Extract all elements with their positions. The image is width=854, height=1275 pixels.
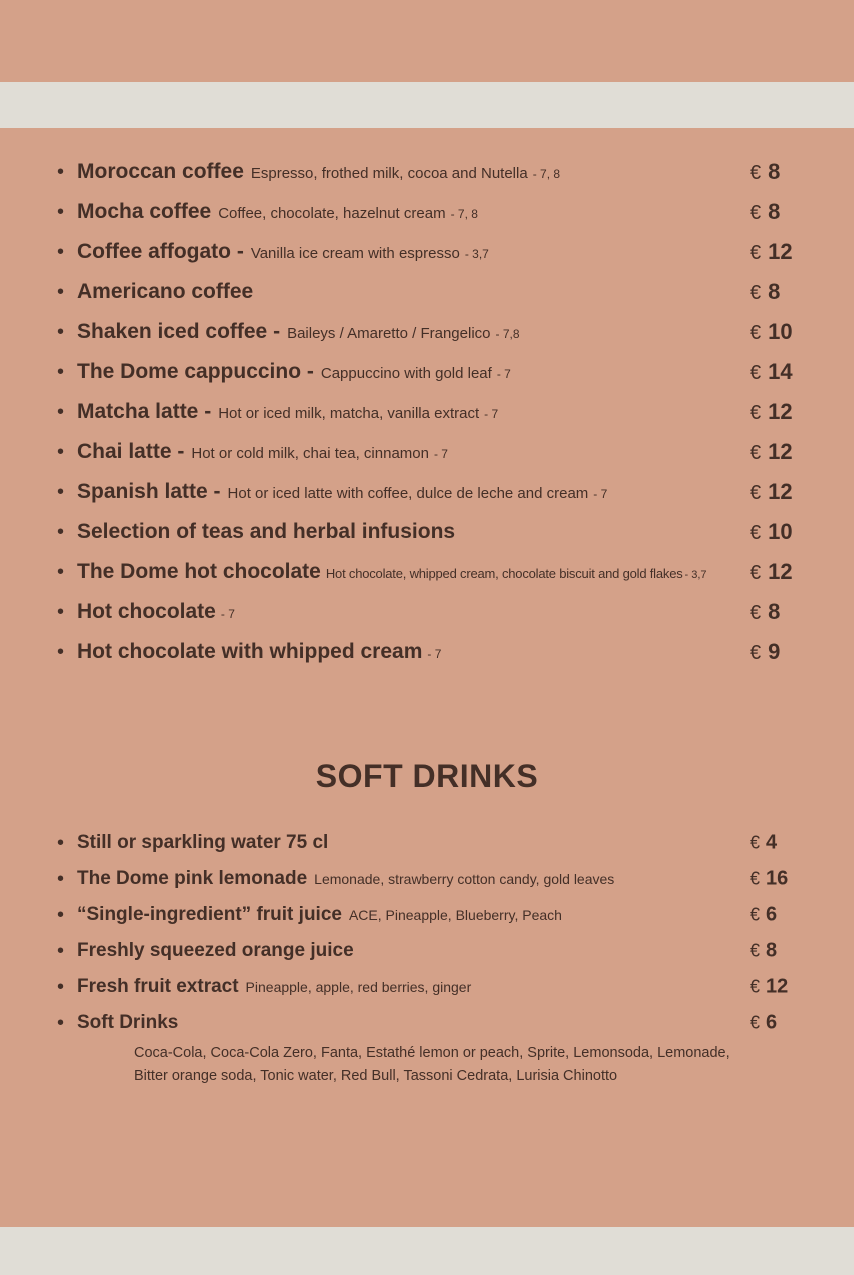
bullet-icon: • xyxy=(57,1012,65,1034)
bullet-icon: • xyxy=(57,868,65,890)
item-price xyxy=(750,519,793,545)
euro-sign: € xyxy=(750,904,761,925)
euro-sign: € xyxy=(750,162,762,184)
price-value: 8 xyxy=(768,599,781,624)
item-detail: Lemonade, strawberry cotton candy, gold leaves xyxy=(314,871,615,887)
item-price xyxy=(750,904,777,927)
euro-sign: € xyxy=(750,562,762,584)
bullet-icon: • xyxy=(57,401,65,423)
euro-sign: € xyxy=(750,976,761,997)
item-price xyxy=(750,559,793,585)
menu-item xyxy=(57,192,854,232)
euro-sign: € xyxy=(750,282,762,304)
euro-sign: € xyxy=(750,322,762,344)
bullet-icon: • xyxy=(57,161,65,183)
item-price xyxy=(750,940,777,963)
item-detail: ACE, Pineapple, Blueberry, Peach xyxy=(348,907,562,923)
item-allergens: - 7, 8 xyxy=(532,167,561,181)
item-price xyxy=(750,832,777,855)
item-name: Coffee affogato - xyxy=(77,240,244,263)
item-text xyxy=(77,560,707,584)
item-name: Chai latte - xyxy=(77,440,185,463)
item-name: Fresh fruit extract xyxy=(77,976,239,997)
euro-sign: € xyxy=(750,402,762,424)
price-value: 12 xyxy=(768,399,793,424)
item-name: The Dome cappuccino - xyxy=(77,360,314,383)
bullet-icon: • xyxy=(57,361,65,383)
item-name: Hot chocolate xyxy=(77,600,216,623)
item-name: Mocha coffee xyxy=(77,200,212,223)
item-allergens: - 7,8 xyxy=(495,327,520,341)
item-name: Spanish latte - xyxy=(77,480,221,503)
item-detail: Hot or iced latte with coffee, dulce de leche and cream xyxy=(227,485,589,502)
item-text xyxy=(77,200,478,224)
section-soft-drinks xyxy=(0,757,854,1088)
section-coffee-hot-drinks xyxy=(0,82,854,672)
euro-sign: € xyxy=(750,832,761,853)
euro-sign: € xyxy=(750,362,762,384)
item-detail: Baileys / Amaretto / Frangelico xyxy=(287,325,491,342)
bullet-icon: • xyxy=(57,976,65,998)
item-price xyxy=(750,239,793,265)
price-value: 8 xyxy=(766,939,778,962)
item-text xyxy=(77,440,448,464)
item-price xyxy=(750,359,793,385)
item-name: Selection of teas and herbal infusions xyxy=(77,520,456,543)
item-text xyxy=(77,600,235,624)
price-value: 12 xyxy=(768,439,793,464)
item-text xyxy=(77,1012,178,1034)
item-text xyxy=(77,868,614,890)
euro-sign: € xyxy=(750,602,762,624)
subline: Coca-Cola, Coca-Cola Zero, Fanta, Estathé lemon or peach, Sprite, Lemonsoda, Lemonade, xyxy=(134,1045,730,1061)
price-value: 10 xyxy=(768,319,793,344)
menu-item xyxy=(57,392,854,432)
item-text xyxy=(77,832,328,854)
item-detail: Pineapple, apple, red berries, ginger xyxy=(245,979,472,995)
bullet-icon: • xyxy=(57,441,65,463)
item-price xyxy=(750,159,780,185)
bullet-icon: • xyxy=(57,940,65,962)
item-name: Freshly squeezed orange juice xyxy=(77,940,354,961)
item-name: Moroccan coffee xyxy=(77,160,244,183)
item-text xyxy=(77,520,455,544)
item-price xyxy=(750,479,793,505)
price-value: 12 xyxy=(768,479,793,504)
menu-item xyxy=(57,592,854,632)
item-allergens: - 7 xyxy=(496,367,511,381)
bullet-icon: • xyxy=(57,832,65,854)
item-text xyxy=(77,976,471,998)
menu-item xyxy=(57,632,854,672)
item-allergens: - 3,7 xyxy=(464,247,489,261)
item-name: Soft Drinks xyxy=(77,1012,179,1033)
menu-page xyxy=(0,82,854,1275)
item-allergens: - 7 xyxy=(433,447,448,461)
item-allergens: - 7 xyxy=(593,487,608,501)
menu-item-list xyxy=(0,825,854,1088)
item-text xyxy=(77,640,441,664)
subline: Bitter orange soda, Tonic water, Red Bull, Tassoni Cedrata, Lurisia Chinotto xyxy=(134,1068,618,1084)
price-value: 4 xyxy=(766,831,778,854)
menu-item xyxy=(57,312,854,352)
item-name: Still or sparkling water 75 cl xyxy=(77,832,329,853)
item-text xyxy=(77,904,562,926)
item-detail: Vanilla ice cream with espresso xyxy=(250,245,460,262)
price-value: 12 xyxy=(768,559,793,584)
menu-item xyxy=(57,1005,854,1041)
price-value: 9 xyxy=(768,639,781,664)
euro-sign: € xyxy=(750,868,761,889)
menu-item xyxy=(57,272,854,312)
price-value: 10 xyxy=(768,519,793,544)
item-text xyxy=(77,360,511,384)
item-price xyxy=(750,976,788,999)
item-allergens: - 7 xyxy=(427,647,442,661)
euro-sign: € xyxy=(750,242,762,264)
euro-sign: € xyxy=(750,522,762,544)
price-value: 8 xyxy=(768,279,781,304)
item-text xyxy=(77,280,253,304)
menu-item xyxy=(57,232,854,272)
bullet-icon: • xyxy=(57,521,65,543)
euro-sign: € xyxy=(750,642,762,664)
bullet-icon: • xyxy=(57,281,65,303)
bullet-icon: • xyxy=(57,601,65,623)
item-detail: Hot chocolate, whipped cream, chocolate biscuit and gold flakes xyxy=(325,566,683,581)
euro-sign: € xyxy=(750,482,762,504)
price-value: 8 xyxy=(768,159,781,184)
item-detail: Espresso, frothed milk, cocoa and Nutella xyxy=(250,165,528,182)
menu-item xyxy=(57,512,854,552)
top-band xyxy=(0,82,854,128)
item-name: Matcha latte - xyxy=(77,400,212,423)
price-value: 6 xyxy=(766,1011,778,1034)
euro-sign: € xyxy=(750,940,761,961)
menu-item xyxy=(57,552,854,592)
item-price xyxy=(750,868,788,891)
bottom-band xyxy=(0,1227,854,1275)
item-price xyxy=(750,319,793,345)
item-detail: Coffee, chocolate, hazelnut cream xyxy=(218,205,446,222)
item-price xyxy=(750,439,793,465)
euro-sign: € xyxy=(750,1012,761,1033)
item-price xyxy=(750,199,780,225)
menu-item xyxy=(57,897,854,933)
item-text xyxy=(77,160,560,184)
item-text xyxy=(77,240,489,264)
price-value: 12 xyxy=(766,975,789,998)
euro-sign: € xyxy=(750,202,762,224)
item-name: Hot chocolate with whipped cream xyxy=(77,640,423,663)
menu-item xyxy=(57,152,854,192)
menu-item xyxy=(57,352,854,392)
item-allergens: - 7 xyxy=(220,607,235,621)
item-text xyxy=(77,940,354,962)
item-price xyxy=(750,599,780,625)
menu-item xyxy=(57,472,854,512)
bullet-icon: • xyxy=(57,321,65,343)
item-allergens: - 7 xyxy=(484,407,499,421)
bullet-icon: • xyxy=(57,904,65,926)
item-name: “Single-ingredient” fruit juice xyxy=(77,904,342,925)
menu-item xyxy=(57,969,854,1005)
menu-item xyxy=(57,825,854,861)
item-price xyxy=(750,279,780,305)
euro-sign: € xyxy=(750,442,762,464)
item-text xyxy=(77,320,520,344)
item-price xyxy=(750,639,780,665)
menu-item-list xyxy=(0,152,854,672)
item-price xyxy=(750,399,793,425)
price-value: 16 xyxy=(766,867,789,890)
price-value: 12 xyxy=(768,239,793,264)
item-allergens: - 7, 8 xyxy=(450,207,478,221)
item-detail: Cappuccino with gold leaf xyxy=(320,365,492,382)
bullet-icon: • xyxy=(57,241,65,263)
item-name: Americano coffee xyxy=(77,280,254,303)
item-text xyxy=(77,480,607,504)
item-detail: Hot or cold milk, chai tea, cinnamon xyxy=(191,445,429,462)
menu-item xyxy=(57,432,854,472)
price-value: 6 xyxy=(766,903,778,926)
bullet-icon: • xyxy=(57,481,65,503)
menu-item xyxy=(57,933,854,969)
bullet-icon: • xyxy=(57,561,65,583)
item-sublines xyxy=(57,1042,854,1088)
price-value: 8 xyxy=(768,199,781,224)
item-detail: Hot or iced milk, matcha, vanilla extract xyxy=(218,405,480,422)
item-price xyxy=(750,1012,777,1035)
item-name: Shaken iced coffee - xyxy=(77,320,281,343)
item-name: The Dome pink lemonade xyxy=(77,868,308,889)
item-text xyxy=(77,400,498,424)
section-title: SOFT DRINKS xyxy=(315,758,539,794)
bullet-icon: • xyxy=(57,201,65,223)
bullet-icon: • xyxy=(57,641,65,663)
price-value: 14 xyxy=(768,359,793,384)
item-allergens: - 3,7 xyxy=(684,569,707,581)
menu-item xyxy=(57,861,854,897)
item-name: The Dome hot chocolate xyxy=(77,560,321,583)
